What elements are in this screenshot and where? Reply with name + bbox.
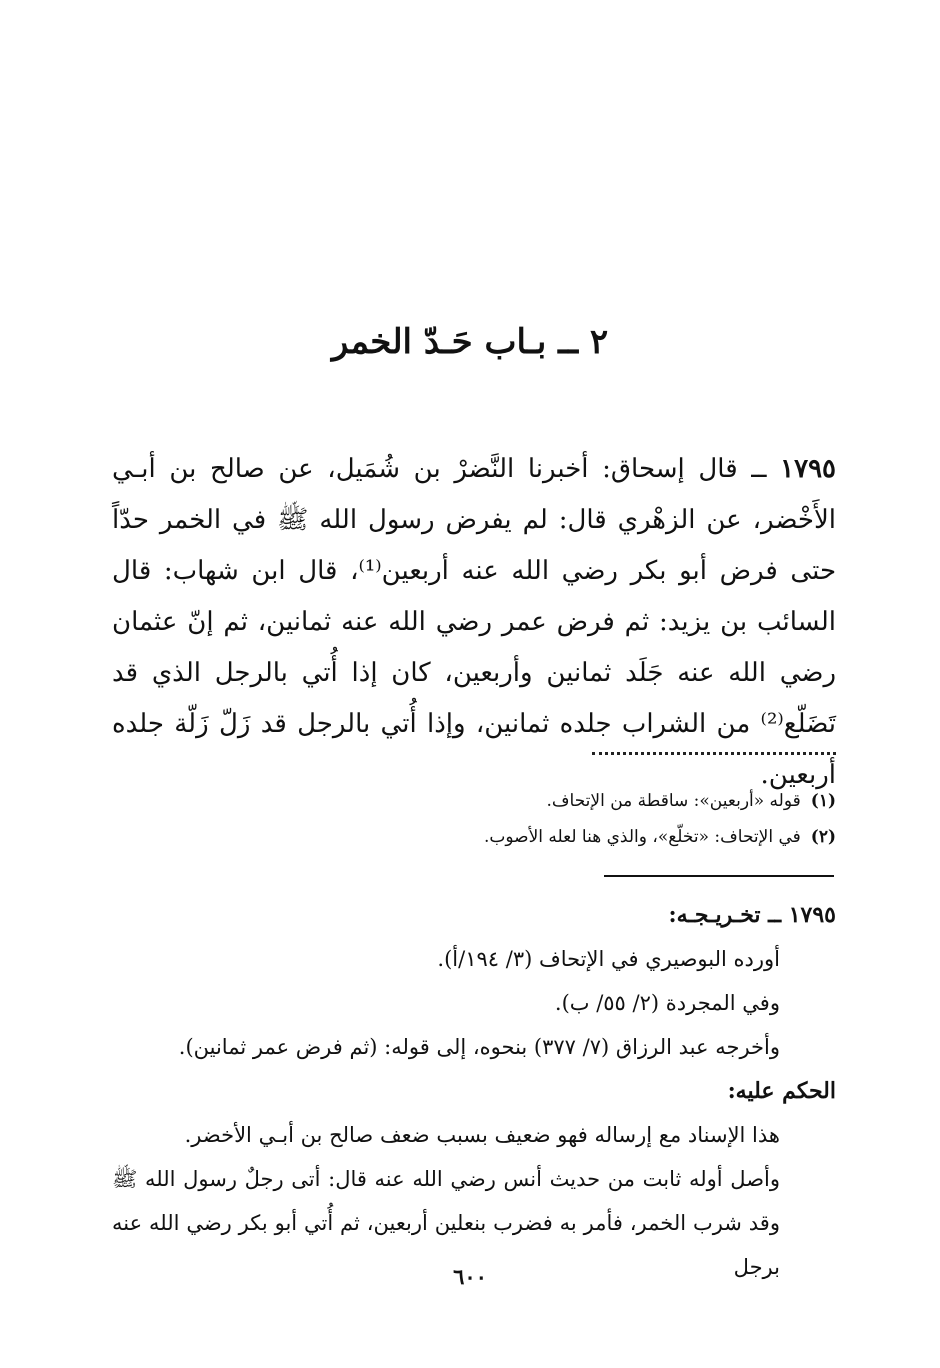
footnotes (112, 783, 836, 855)
ruling-heading: الحكم عليه: (727, 1078, 836, 1104)
section-divider (604, 875, 834, 877)
hadith-number: ١٧٩٥ (780, 454, 837, 484)
footnote-text: قوله «أربعين»: ساقطة من الإتحاف. (546, 791, 801, 811)
footnote-separator (592, 752, 836, 769)
takhrij-line: وأخرجه عبد الرزاق (٧/ ٣٧٧) بنحوه، إلى قوله: (ثم فرض عمر ثمانين). (178, 1035, 780, 1059)
footnote-text: في الإتحاف: «تخلّع»، والذي هنا لعله الأصوب. (483, 827, 801, 847)
takhrij-heading: ١٧٩٥ ــ تخـريـجـه: (668, 902, 836, 928)
footnote-number: (١) (810, 791, 836, 811)
final-paragraph: وأصل أوله ثابت من حديث أنس رضي الله عنه قال: أتى رجلٌ رسول الله ﷺ وقد شرب الخمر، فأمر به فضرب بنعلين أربعين، ثم أُتي أبو بكر رضي الله عنه برجل (112, 1167, 780, 1279)
takhrij-line: أورده البوصيري في الإتحاف (٣/ ١٩٤/أ). (437, 947, 780, 971)
ruling-line: هذا الإسناد مع إرساله فهو ضعيف بسبب ضعف صالح بن أبـي الأخضر. (184, 1123, 780, 1147)
chapter-title: ٢ ــ بـاب حَـدّ الخمر (331, 322, 609, 362)
takhrij-line: وفي المجردة (٢/ ٥٥/ ب). (554, 991, 780, 1015)
page-number: ٦٠٠ (453, 1264, 487, 1289)
takhrij-section (112, 893, 836, 1289)
hadith-body (112, 444, 836, 801)
hadith-paragraph (112, 444, 836, 801)
footnote (112, 819, 836, 855)
footnote (112, 783, 836, 819)
hadith-text: ــ قال إسحاق: أخبرنا النَّضرْ بن شُمَيل، عن صالح بن أبـي الأَخْضر، عن الزهْري قال: لم يفرض رسول الله ﷺ في الخمر حدّاً حتى فرض أبو بكر رضي الله عنه أربعين⁽¹⁾، قال ابن شهاب: قال السائب بن يزيد: ثم فرض عمر رضي الله عنه ثمانين، ثم إنّ عثمان رضي الله عنه جَلَد ثمانين وأربعين، كان إذا أُتي بالرجل الذي قد تَضَلّع⁽²⁾ من الشراب جلده ثمانين، وإذا أُتي بالرجل قد زَلّ زَلّة جلده أربعين. (112, 454, 837, 790)
footnote-number: (٢) (810, 827, 836, 847)
